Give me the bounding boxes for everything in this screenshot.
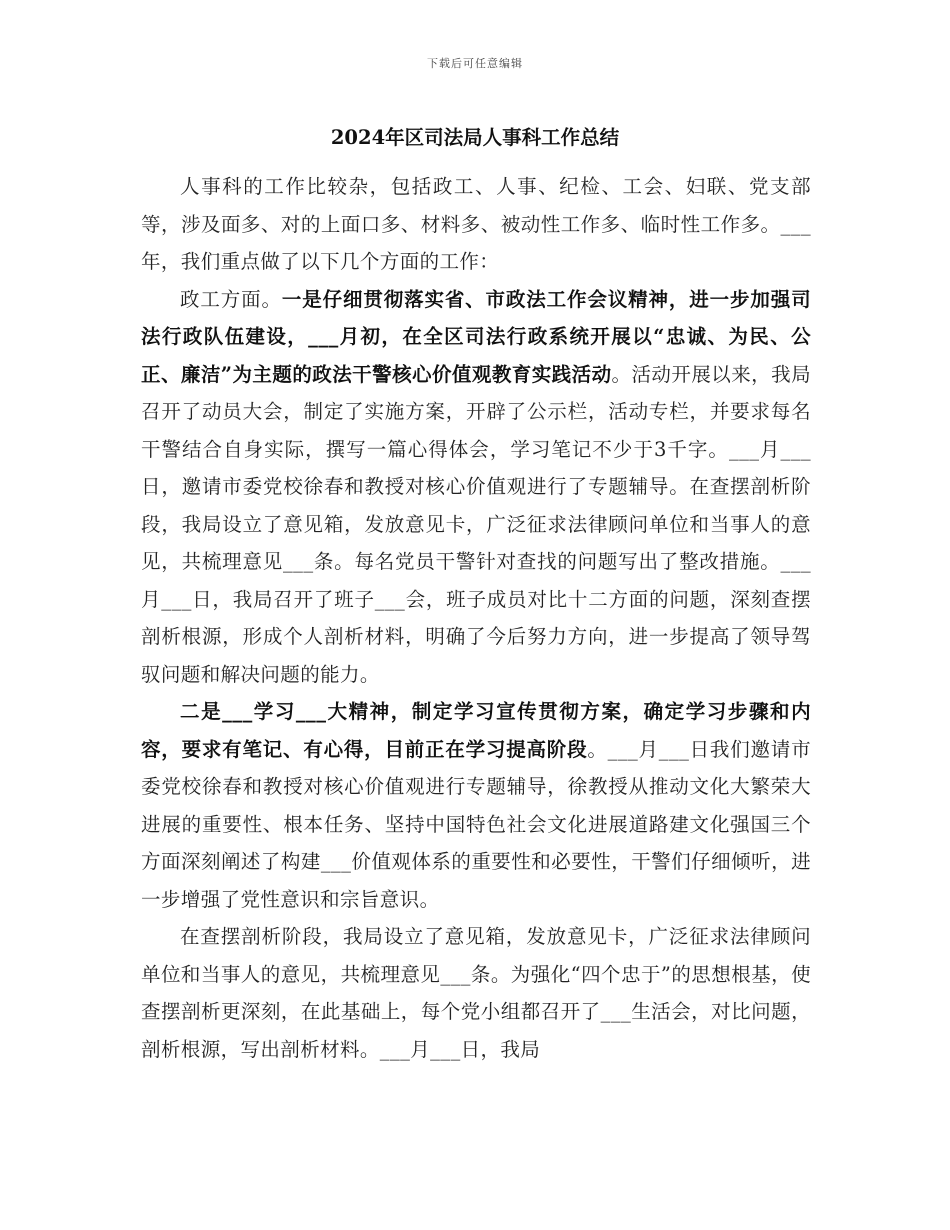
paragraph-intro: 人事科的工作比较杂，包括政工、人事、纪检、工会、妇联、党支部等，涉及面多、对的上面口多、材料多、被动性工作多、临时性工作多。___年，我们重点做了以下几个方面的工作： [141,175,811,273]
bold-point-two: 二是___学习___大精神，制定学习宣传贯彻方案，确定学习步骤和内容，要求有笔记、有心得，目前正在学习提高阶段 [141,700,811,761]
paragraph-point-two [141,693,811,918]
document-body [141,168,811,1068]
bold-point-one: 一是仔细贯彻落实省、市政法工作会议精神，进一步加强司法行政队伍建设，___月初，在全区司法行政系统开展以“忠诚、为民、公正、廉洁”为主题的政法干警核心价值观教育实践活动 [141,287,811,386]
header-note: 下载后可任意编辑 [427,57,523,70]
document-title: 2024年区司法局人事科工作总结 [330,126,620,149]
paragraph-review-stage: 在查摆剖析阶段，我局设立了意见箱，发放意见卡，广泛征求法律顾问单位和当事人的意见，共梳理意见___条。为强化“四个忠于”的思想根基，使查摆剖析更深刻，在此基础上，每个党小组都召开了___生活会，对比问题，剖析根源，写出剖析材料。___月___日，我局 [141,925,811,1061]
paragraph-political-work [141,281,811,694]
paragraph-lead: 政工方面。 [180,287,282,311]
paragraph-text: 。___月___日我们邀请市委党校徐春和教授对核心价值观进行专题辅导，徐教授从推动文化大繁荣大进展的重要性、根本任务、坚持中国特色社会文化进展道路建文化强国三个方面深刻阐述了构建___价值观体系的重要性和必要性，干警们仔细倾听，进一步增强了党性意识和宗旨意识。 [141,737,811,911]
paragraph-text: 。活动开展以来，我局召开了动员大会，制定了实施方案，开辟了公示栏，活动专栏，并要求每名干警结合自身实际，撰写一篇心得体会，学习笔记不少于3千字。___月___日，邀请市委党校徐春和教授对核心价值观进行了专题辅导。在查摆剖析阶段，我局设立了意见箱，发放意见卡，广泛征求法律顾问单位和当事人的意见，共梳理意见___条。每名党员干警针对查找的问题写出了整改措施。___月___日，我局召开了班子___会，班子成员对比十二方面的问题，深刻查摆剖析根源，形成个人剖析材料，明确了今后努力方向，进一步提高了领导驾驭问题和解决问题的能力。 [141,362,811,686]
